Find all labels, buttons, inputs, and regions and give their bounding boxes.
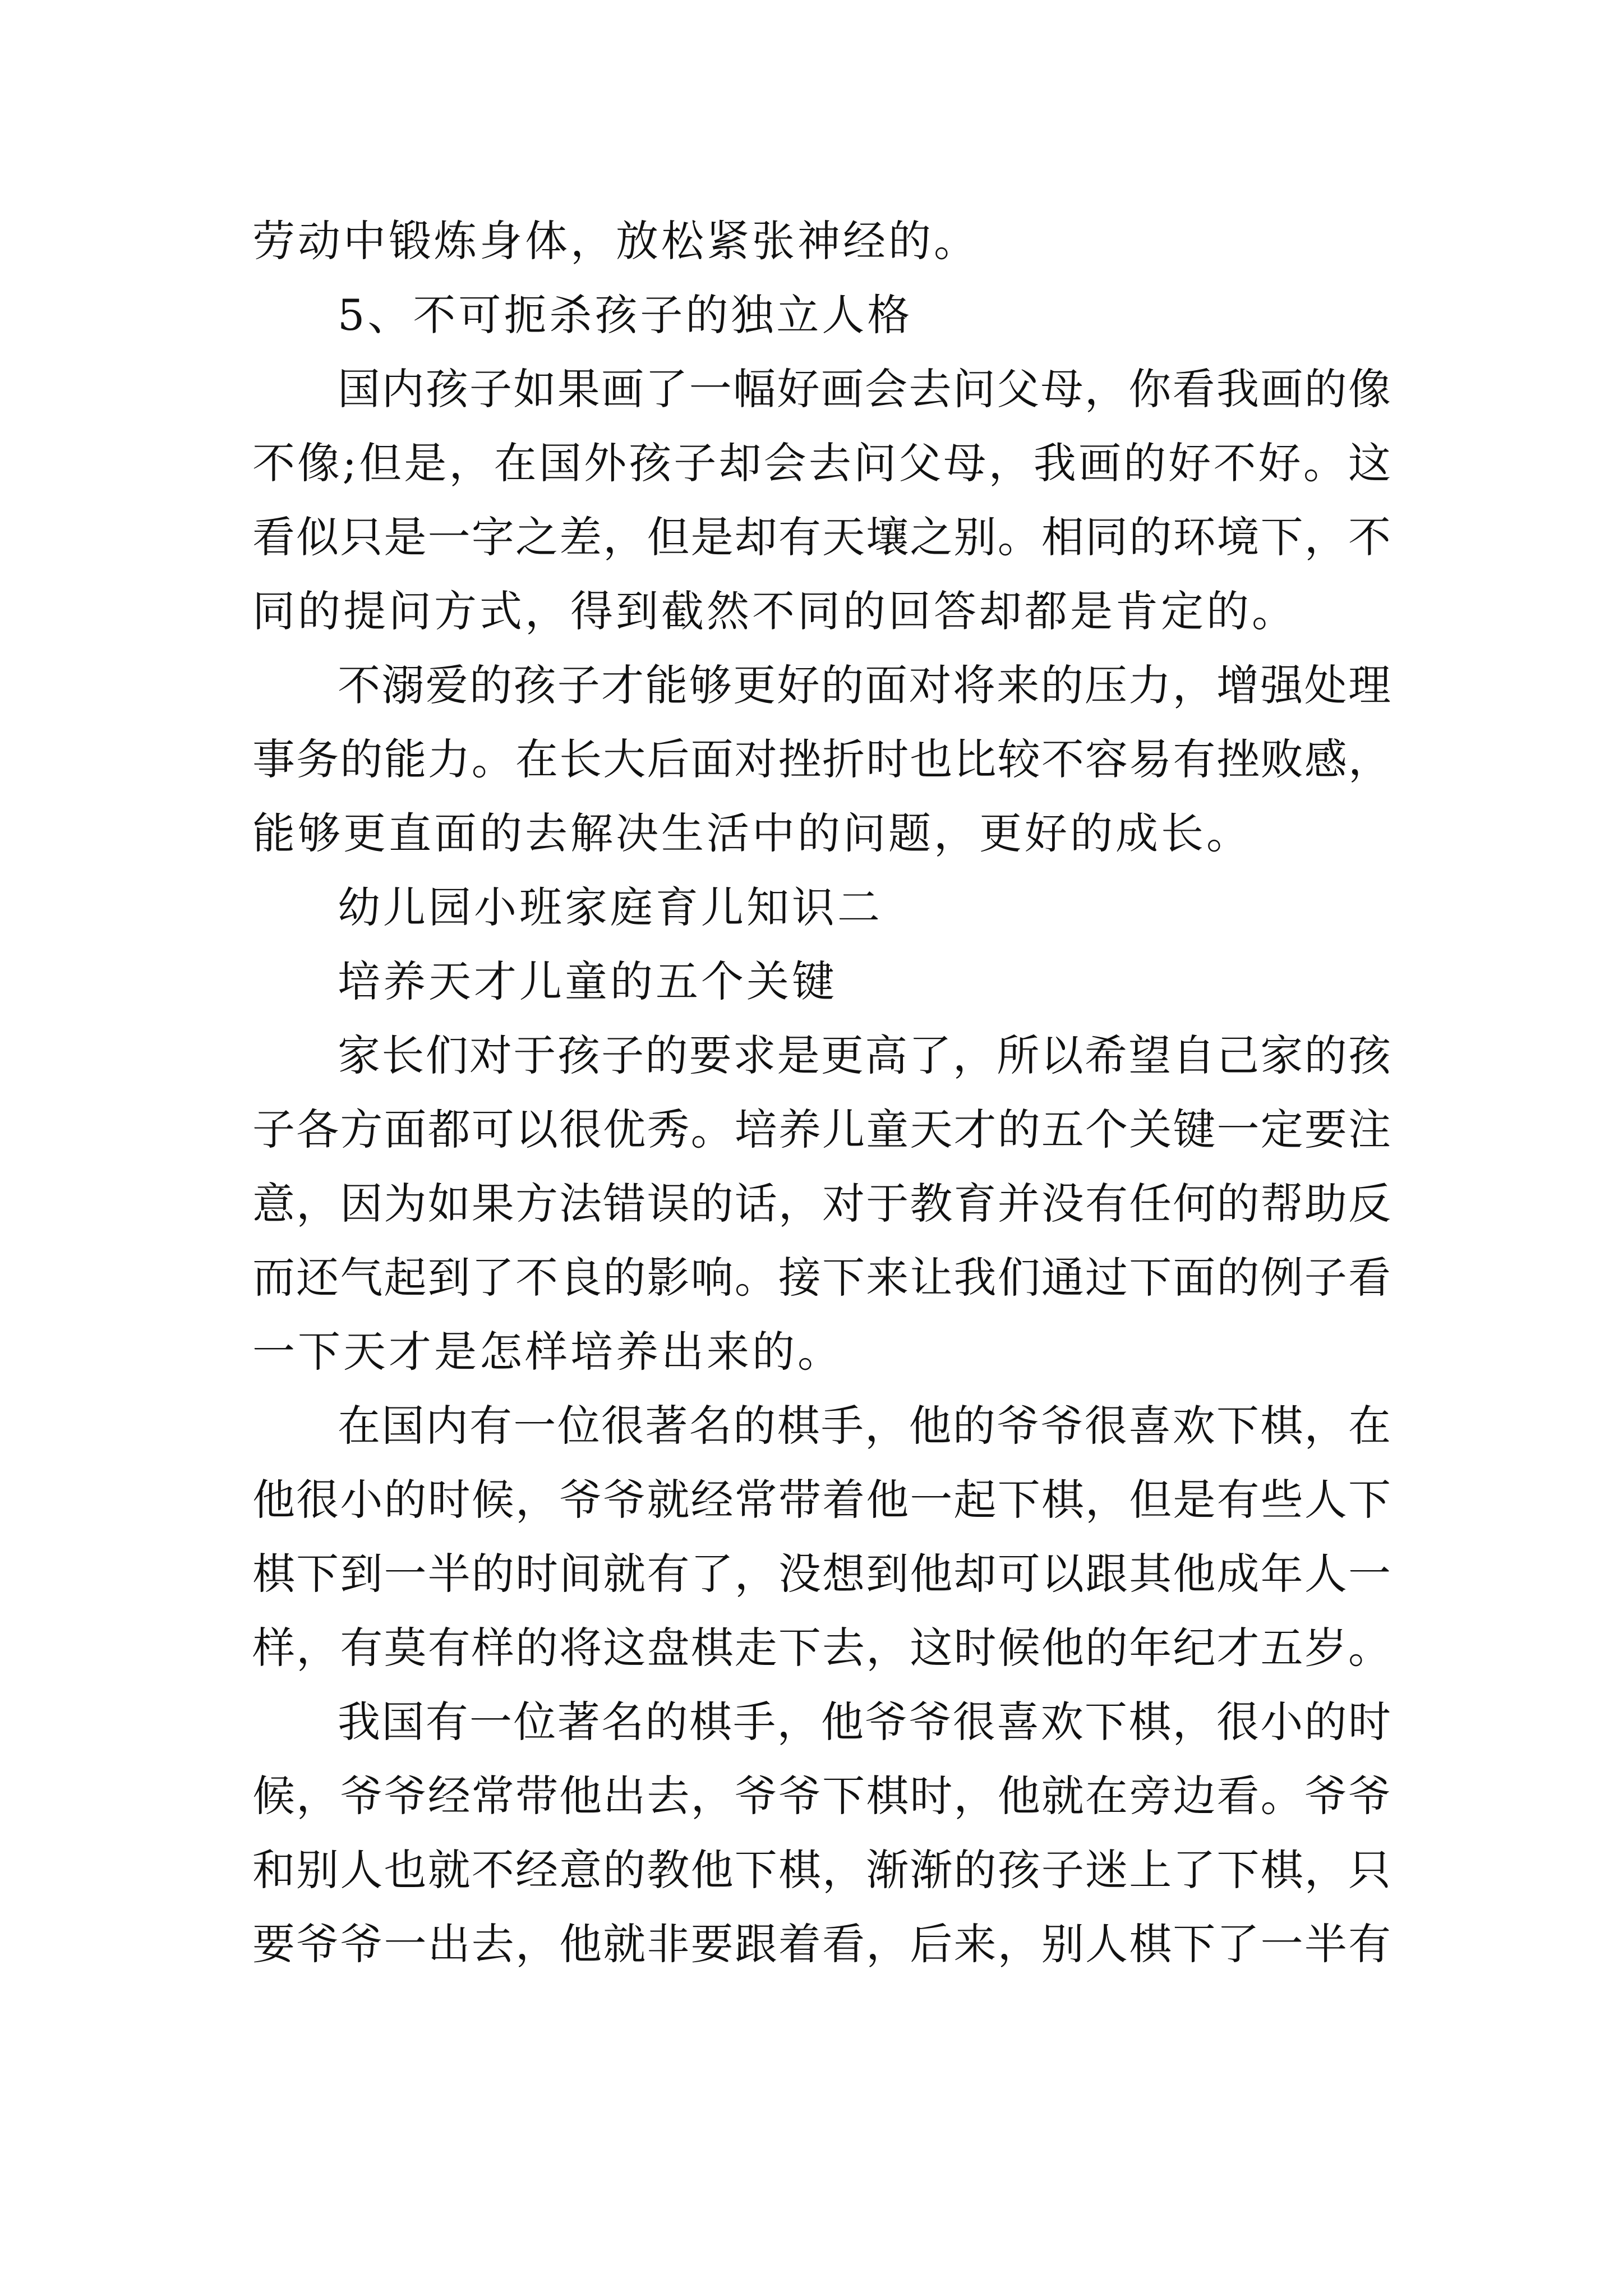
text-line: 事务的能力。在长大后面对挫折时也比较不容易有挫败感， [252, 734, 1391, 784]
text-line: 不像;但是，在国外孩子却会去问父母，我画的好不好。这 [252, 438, 1391, 488]
text-line: 意，因为如果方法错误的话，对于教育并没有任何的帮助反 [252, 1179, 1391, 1228]
section-heading: 培养天才儿童的五个关键 [338, 956, 837, 1006]
text-line: 我国有一位著名的棋手，他爷爷很喜欢下棋，很小的时 [338, 1697, 1391, 1747]
text-line: 不溺爱的孩子才能够更好的面对将来的压力，增强处理 [338, 660, 1391, 710]
text-line: 和别人也就不经意的教他下棋，渐渐的孩子迷上了下棋，只 [252, 1845, 1391, 1895]
text-line: 一下天才是怎样培养出来的。 [252, 1327, 843, 1377]
text-line: 子各方面都可以很优秀。培养儿童天才的五个关键一定要注 [252, 1105, 1391, 1154]
text-line: 样，有莫有样的将这盘棋走下去，这时候他的年纪才五岁。 [252, 1623, 1391, 1673]
text-line: 国内孩子如果画了一幅好画会去问父母，你看我画的像 [338, 364, 1391, 414]
text-line: 家长们对于孩子的要求是更高了，所以希望自己家的孩 [338, 1030, 1391, 1080]
text-line: 劳动中锻炼身体，放松紧张神经的。 [252, 216, 979, 266]
text-line: 候，爷爷经常带他出去，爷爷下棋时，他就在旁边看。爷爷 [252, 1771, 1391, 1821]
section-heading: 幼儿园小班家庭育儿知识二 [338, 882, 883, 932]
section-heading: 5、不可扼杀孩子的独立人格 [338, 290, 913, 340]
text-line: 棋下到一半的时间就有了，没想到他却可以跟其他成年人一 [252, 1549, 1391, 1599]
text-line: 而还气起到了不良的影响。接下来让我们通过下面的例子看 [252, 1253, 1391, 1303]
text-line: 同的提问方式，得到截然不同的回答却都是肯定的。 [252, 586, 1297, 636]
text-line: 他很小的时候，爷爷就经常带着他一起下棋，但是有些人下 [252, 1475, 1391, 1525]
text-line: 在国内有一位很著名的棋手，他的爷爷很喜欢下棋，在 [338, 1401, 1391, 1451]
text-line: 看似只是一字之差，但是却有天壤之别。相同的环境下，不 [252, 512, 1391, 562]
text-line: 要爷爷一出去，他就非要跟着看，后来，别人棋下了一半有 [252, 1919, 1391, 1969]
text-line: 能够更直面的去解决生活中的问题，更好的成长。 [252, 808, 1252, 858]
